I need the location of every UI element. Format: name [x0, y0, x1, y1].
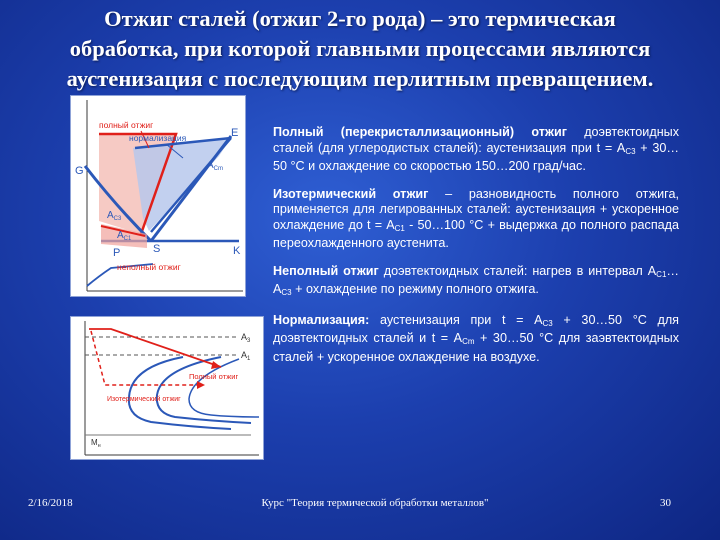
- text-column: [273, 125, 679, 377]
- term-normalization: Нормализация:: [273, 312, 370, 327]
- term-full-anneal: Полный (перекристаллизационный) отжиг: [273, 125, 567, 139]
- title-line-2: обработка, при которой главными процессами являются: [69, 36, 651, 61]
- partial-anneal-label: неполный отжиг: [117, 262, 181, 272]
- paragraph-normalization: Нормализация: аустенизация при $t = А_{С3}$ + 30…50 °С для доэвтектоидных сталей и $t = А_{Сm}$ + 30…50 °С для заэвтектоидных сталей + ускоренное охлаждение на воздухе.: [273, 312, 680, 364]
- term-partial-anneal: Неполный отжиг: [273, 263, 379, 278]
- acm-label: $A_{Cm}$: [207, 160, 224, 172]
- title-line-1: Отжиг сталей (отжиг 2-го рода) – это термическая: [104, 6, 616, 31]
- iso-anneal-path: [91, 331, 201, 385]
- point-s-label: S: [153, 243, 161, 255]
- ac3-label: $A_{C3}$: [107, 210, 122, 222]
- footer-page-number: 30: [660, 497, 671, 509]
- point-e-label: E: [231, 127, 239, 139]
- term-iso-anneal: Изотермический отжиг: [273, 186, 429, 201]
- full-anneal-label: Полный отжиг: [189, 372, 239, 381]
- c-curve-end: [157, 357, 251, 423]
- slide-title: [20, 4, 700, 94]
- a3-label: $A_3$: [241, 332, 251, 344]
- point-k-label: K: [233, 245, 241, 257]
- paragraph-iso-anneal: Изотермический отжиг – разновидность полного отжига, применяется для легированных сталей: аустенизация + ускоренное охлаждение до $t = А_{С1}$ - 50…100 °С + выдержка до полного распада переохлажденного аустенита.: [273, 186, 679, 250]
- full-anneal-label: полный отжиг: [99, 120, 154, 130]
- a1-label: $A_1$: [241, 350, 251, 362]
- paragraph-full-anneal: Полный (перекристаллизационный) отжиг доэвтектоидных сталей (для углеродистых сталей): аустенизация при $t = А_{С3}$ + 30…50 °С и охлаждение со скоростью 150…200 град/час.: [273, 125, 679, 173]
- ms-label: $M_н$: [91, 438, 101, 449]
- ac1-label: $A_{C1}$: [117, 230, 132, 242]
- iso-anneal-arrowhead: [197, 381, 205, 389]
- c-curve-third: [189, 359, 259, 417]
- normalization-label: нормализация: [129, 133, 187, 143]
- title-line-3: аустенизация с последующим перлитным превращением.: [66, 66, 654, 91]
- point-g-label: G: [75, 165, 84, 177]
- iso-anneal-label: Изотермический отжиг: [107, 396, 181, 403]
- ttt-diagram-figure: [70, 316, 264, 460]
- paragraph-partial-anneal: Неполный отжиг доэвтектоидных сталей: нагрев в интервал $А_{С1}\dots А_{С3}$ + охлаждение по режиму полного отжига.: [273, 263, 679, 297]
- fe-c-diagram-svg: [71, 96, 245, 296]
- point-p-label: P: [113, 247, 121, 259]
- fe-c-diagram-figure: [70, 95, 246, 297]
- footer-date: 2/16/2018: [28, 497, 73, 509]
- footer-course: Курс "Теория термической обработки металлов": [261, 497, 489, 509]
- ttt-diagram-svg: [71, 317, 263, 459]
